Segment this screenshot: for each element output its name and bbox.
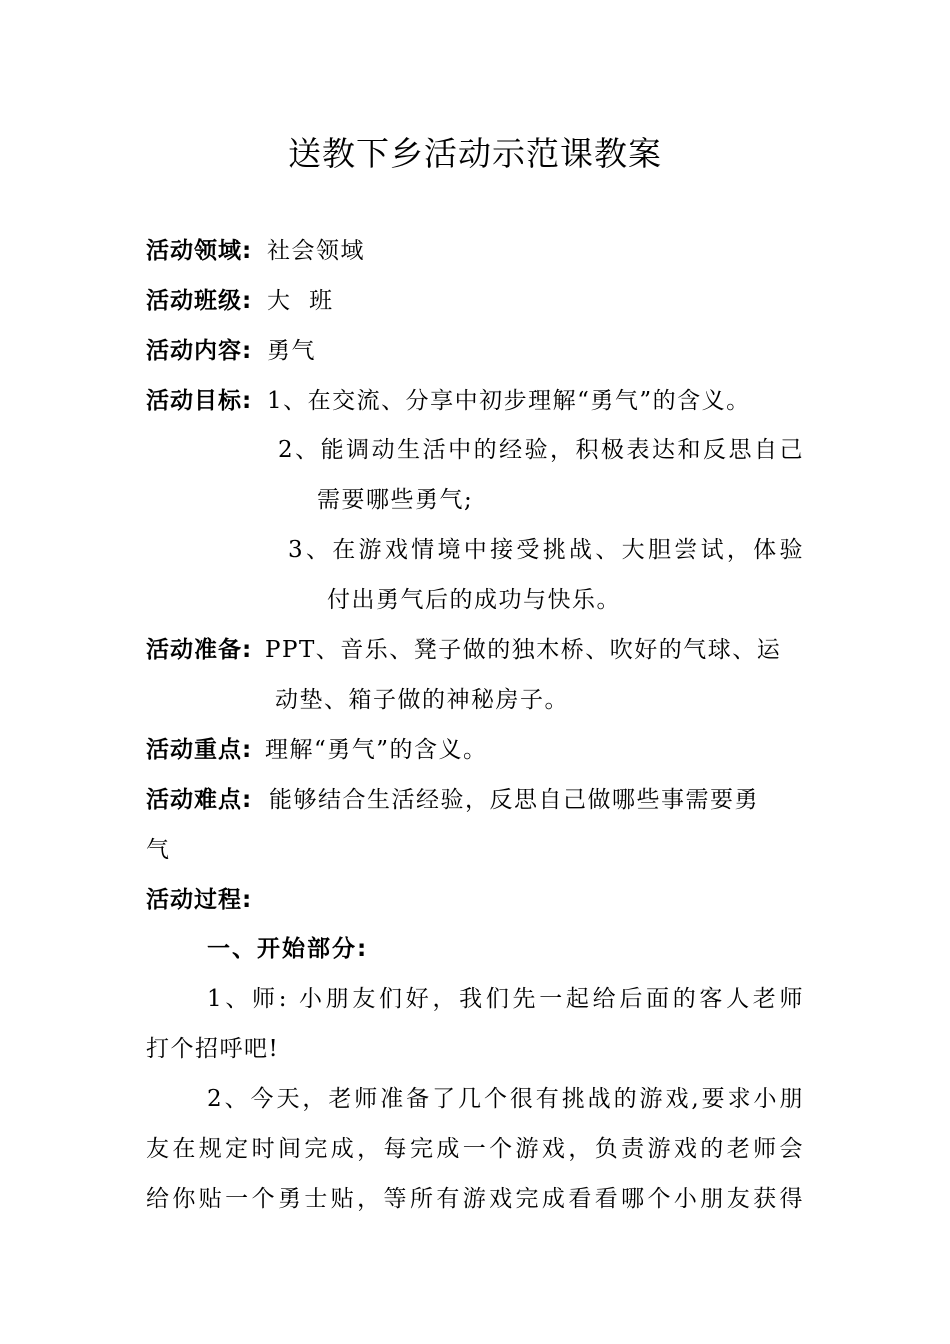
goal-2-line-2: 需要哪些勇气; [317, 487, 474, 513]
field-preparation [146, 635, 806, 665]
field-class-value: 大 班 [267, 288, 334, 314]
goal-2-line-1: 2、能调动生活中的经验，积极表达和反思自己 [278, 437, 804, 463]
field-content-label: 活动内容: [146, 338, 253, 364]
document-title: 送教下乡活动示范课教案 [288, 134, 662, 173]
field-domain-value: 社会领域 [267, 238, 366, 264]
para-2-line-1: 2、今天，老师准备了几个很有挑战的游戏,要求小朋 [207, 1086, 804, 1112]
para-2-line-2: 友在规定时间完成，每完成一个游戏，负责游戏的老师会 [146, 1136, 804, 1162]
field-difficulty [146, 785, 759, 815]
field-content-value: 勇气 [267, 338, 317, 364]
field-key-point [146, 735, 488, 765]
field-goals [146, 386, 751, 416]
difficulty-line-1: 能够结合生活经验，反思自己做哪些事需要勇 [269, 787, 760, 813]
field-domain [146, 236, 365, 266]
goal-3-line-1: 3、在游戏情境中接受挑战、大胆尝试，体验 [288, 537, 804, 563]
para-1-line-1: 1、师: 小朋友们好，我们先一起给后面的客人老师 [207, 986, 804, 1012]
section-1-heading: 一、开始部分: [207, 936, 369, 962]
field-difficulty-label: 活动难点: [146, 787, 253, 813]
para-1-line-2: 打个招呼吧! [146, 1036, 280, 1062]
goal-3-line-2: 付出勇气后的成功与快乐。 [327, 587, 621, 613]
preparation-line-2: 动垫、箱子做的神秘房子。 [275, 687, 569, 713]
difficulty-line-2: 气 [146, 837, 171, 863]
preparation-line-1: PPT、音乐、凳子做的独木桥、吹好的气球、运 [265, 637, 782, 663]
goal-1: 1、在交流、分享中初步理解“勇气”的含义。 [267, 388, 751, 414]
para-2-line-3: 给你贴一个勇士贴，等所有游戏完成看看哪个小朋友获得 [146, 1186, 804, 1212]
key-point-value: 理解“勇气”的含义。 [265, 737, 488, 763]
field-class-label: 活动班级: [146, 288, 253, 314]
field-goals-label: 活动目标: [146, 388, 253, 414]
field-class [146, 286, 334, 316]
field-key-point-label: 活动重点: [146, 737, 253, 763]
field-process-label: 活动过程: [146, 887, 253, 913]
field-preparation-label: 活动准备: [146, 637, 253, 663]
field-domain-label: 活动领域: [146, 238, 253, 264]
field-content [146, 336, 316, 366]
